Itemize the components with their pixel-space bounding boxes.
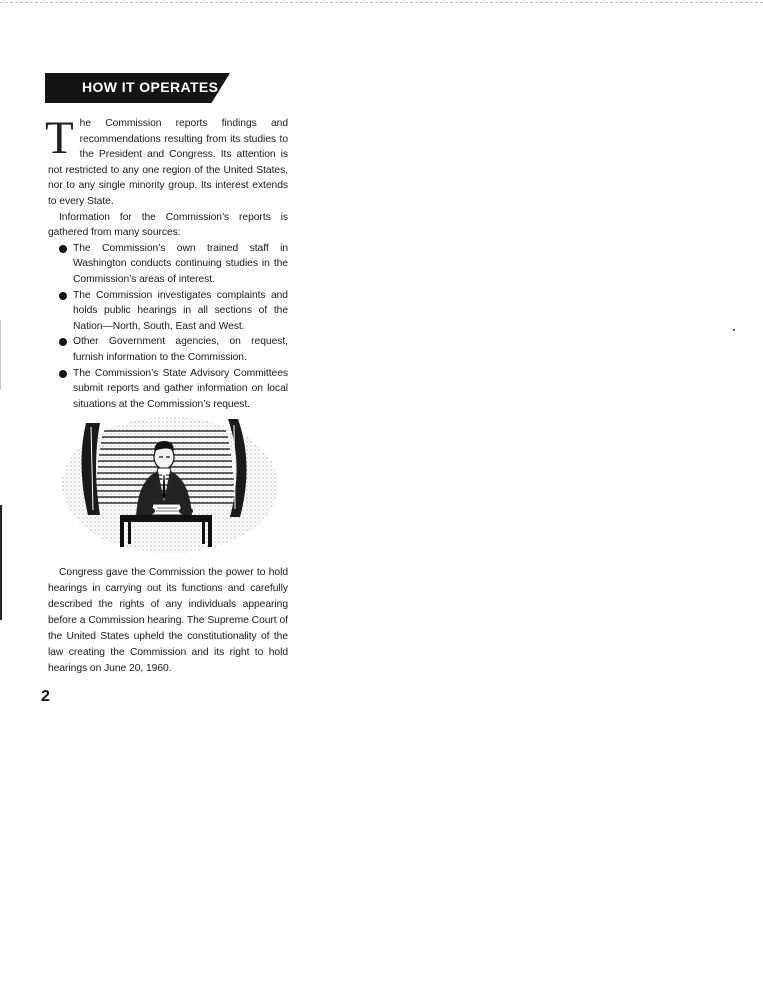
list-item <box>48 288 288 335</box>
hearings-text: Congress gave the Commission the power to hold hearings in carrying out its functions and carefully described the rights of any individuals appearing before a Commission hearing. The Supreme Court of the United States upheld the constitutionality of the law creating the Commission and its right to hold hearings on June 20, 1960. <box>48 567 288 674</box>
top-dashed-rule <box>0 2 763 3</box>
list-item-text: Other Government agencies, on request, furnish information to the Commission. <box>73 336 288 363</box>
scan-speck <box>733 329 735 331</box>
hearing-illustration <box>58 405 280 557</box>
bullet-icon <box>59 338 67 346</box>
bullet-icon <box>59 245 67 253</box>
bullet-icon <box>59 292 67 300</box>
drop-cap: T <box>45 112 74 164</box>
sources-lead: Information for the Commission’s reports is gathered from many sources: <box>48 211 288 239</box>
main-text <box>45 112 288 412</box>
list-item-text: The Commission’s own trained staff in Washington conducts continuing studies in the Commission’s areas of interest. <box>73 242 288 285</box>
list-item <box>48 334 288 365</box>
section-heading: HOW IT OPERATES <box>82 79 219 95</box>
page-number: 2 <box>41 688 50 705</box>
intro-paragraph <box>45 112 288 210</box>
left-margin-mark-faint <box>0 320 1 390</box>
left-margin-mark <box>0 505 2 620</box>
intro-text: he Commission reports findings and recommendations resulting from its studies to the President and Congress. Its attention is not restricted to any one region of the United States, nor to any single minority group. Its interest extends to every State. <box>48 118 288 207</box>
bullet-icon <box>59 370 67 378</box>
sources-list <box>48 241 288 413</box>
list-item-text: The Commission investigates complaints and holds public hearings in all sections of the Nation—North, South, East and West. <box>73 289 288 332</box>
list-item-text: The Commission’s State Advisory Committees submit reports and gather information on local situations at the Commission’s request. <box>73 367 288 410</box>
hearings-paragraph <box>48 565 288 677</box>
list-item <box>48 241 288 288</box>
